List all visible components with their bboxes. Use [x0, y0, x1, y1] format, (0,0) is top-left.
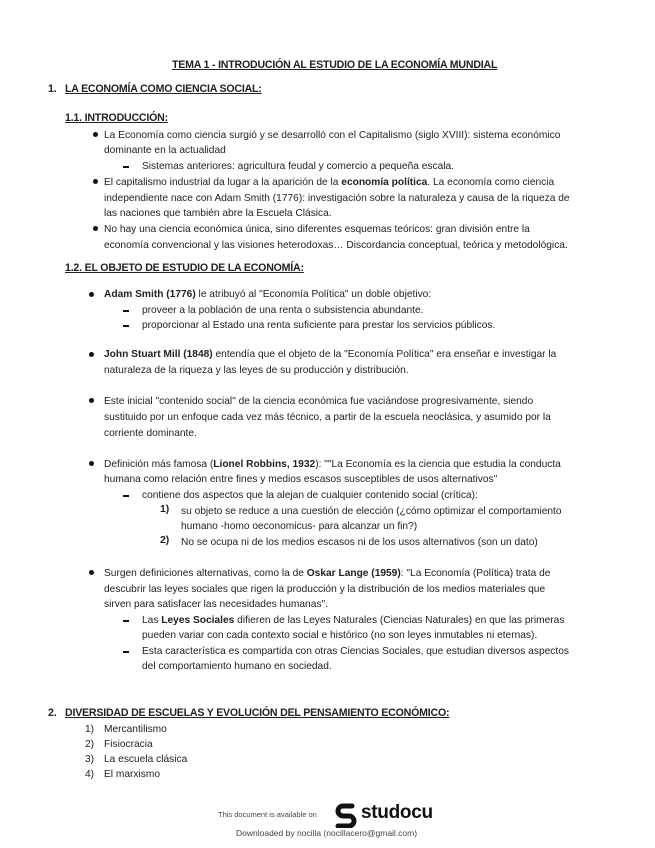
- smith-name: Adam Smith (1776): [104, 289, 196, 300]
- intro-bullet-1-line-1: La Economía como ciencia surgió y se desarrolló con el Capitalismo (siglo XVIII): sistema económico: [104, 130, 561, 141]
- list-item-number: 2): [85, 739, 95, 750]
- intro-bullet-2-line-3: las naciones que también abre la Escuela Clásica.: [104, 208, 332, 219]
- intro-bullet-2-line-1: El capitalismo industrial da lugar a la aparición de la economía política. La economía como ciencia: [104, 177, 555, 188]
- intro-bullet-3-line-1: No hay una ciencia económica única, sino diferentes esquemas teóricos: gran división entre la: [104, 224, 530, 235]
- studocu-brand-link[interactable]: studocu: [361, 802, 433, 823]
- bullet-icon: [93, 179, 98, 184]
- robbins-number-1: 1): [160, 504, 170, 515]
- dash-icon: [123, 325, 129, 327]
- bullet-icon: [93, 226, 98, 231]
- dash-icon: [123, 495, 129, 497]
- lange-dash-2-line-1: Esta característica es compartida con otras Ciencias Sociales, que estudian diversos aspectos: [142, 646, 569, 657]
- list-item: Mercantilismo: [104, 724, 167, 735]
- mill-line-2: naturaleza de la riqueza y las leyes de su producción y distribución.: [104, 365, 409, 376]
- lange-dash-1-line-2: pueden variar con cada contexto social e histórico (no son leyes inmutables ni eternas).: [142, 630, 538, 641]
- list-item-number: 4): [85, 769, 95, 780]
- bullet-icon: [89, 352, 94, 357]
- dash-icon: [123, 166, 129, 168]
- robbins-point-2: No se ocupa ni de los medios escasos ni de los usos alternativos (son un dato): [181, 537, 538, 548]
- section-2-number: 2.: [48, 707, 57, 719]
- subsection-1-2-heading: 1.2. EL OBJETO DE ESTUDIO DE LA ECONOMÍA:: [65, 262, 304, 274]
- robbins-number-2: 2): [160, 535, 170, 546]
- lange-dash-2-line-2: del comportamiento humano en sociedad.: [142, 661, 332, 672]
- intro-bullet-1-line-2: dominante en la actualidad: [104, 145, 226, 156]
- economia-politica-term: economía política: [341, 177, 428, 188]
- smith-dash-1: proveer a la población de una renta o subsistencia abundante.: [142, 305, 424, 316]
- intro-bullet-1-dash: Sistemas anteriores: agricultura feudal y comercio a pequeña escala.: [142, 161, 455, 172]
- section-1-heading: LA ECONOMÍA COMO CIENCIA SOCIAL:: [65, 83, 262, 95]
- lange-line-3: sirven para satisfacer las necesidades humanas".: [104, 599, 328, 610]
- list-item: Fisiocracia: [104, 739, 153, 750]
- section-2-heading: DIVERSIDAD DE ESCUELAS Y EVOLUCIÓN DEL PENSAMIENTO ECONÓMICO:: [65, 707, 450, 719]
- robbins-dash: contiene dos aspectos que la alejan de cualquier contenido social (crítica):: [142, 490, 478, 501]
- section-1-number: 1.: [48, 83, 57, 95]
- mill-name: John Stuart Mill (1848): [104, 349, 213, 360]
- lange-name: Oskar Lange (1959): [306, 568, 401, 579]
- initial-line-3: corriente dominante.: [104, 428, 197, 439]
- mill-line-1: John Stuart Mill (1848) entendía que el objeto de la "Economía Política" era enseñar e investigar la: [104, 349, 557, 360]
- dash-icon: [123, 310, 129, 312]
- list-item-number: 1): [85, 724, 95, 735]
- lange-line-2: descubrir las leyes sociales que rigen la producción y la distribución de los medios materiales que: [104, 584, 546, 595]
- footer-available-text: This document is available on: [218, 810, 317, 819]
- leyes-sociales-term: Leyes Sociales: [161, 615, 235, 626]
- smith-line: Adam Smith (1776) le atribuyó al "Economía Política" un doble objetivo:: [104, 289, 432, 300]
- dash-icon: [123, 620, 129, 622]
- list-item: El marxismo: [104, 769, 161, 780]
- smith-dash-2: proporcionar al Estado una renta suficiente para prestar los servicios públicos.: [142, 320, 496, 331]
- bullet-icon: [93, 132, 98, 137]
- robbins-line-2: humana como relación entre fines y medios escasos susceptibles de usos alternativos": [104, 474, 498, 485]
- robbins-point-1-line-2: humano -homo oeconomicus- para alcanzar un fin?): [181, 521, 418, 532]
- document-title: TEMA 1 - INTRODUCIÓN AL ESTUDIO DE LA ECONOMÍA MUNDIAL: [172, 59, 498, 71]
- dash-icon: [123, 651, 129, 653]
- list-item-number: 3): [85, 754, 95, 765]
- robbins-name: Lionel Robbins, 1932: [213, 459, 316, 470]
- bullet-icon: [89, 398, 94, 403]
- robbins-point-1-line-1: su objeto se reduce a una cuestión de elección (¿cómo optimizar el comportamiento: [181, 506, 562, 517]
- bullet-icon: [89, 461, 94, 466]
- initial-line-1: Este inicial "contenido social" de la ciencia económica fue vaciándose progresivamente, siendo: [104, 396, 534, 407]
- initial-line-2: sustituido por un enfoque cada vez más técnico, a partir de la escuela neoclásica, y asumido por la: [104, 412, 551, 423]
- intro-bullet-3-line-2: economía convencional y las visiones heterodoxas… Discordancia conceptual, teórica y metodológica.: [104, 240, 568, 251]
- lange-dash-1-line-1: Las Leyes Sociales difieren de las Leyes Naturales (Ciencias Naturales) en que las primeras: [142, 615, 565, 626]
- bullet-icon: [89, 570, 94, 575]
- subsection-1-1-heading: 1.1. INTRODUCCIÓN:: [65, 112, 168, 124]
- list-item: La escuela clásica: [104, 754, 188, 765]
- footer-downloaded-text: Downloaded by nocilla (nocillacero@gmail.com): [236, 828, 418, 838]
- studocu-logo-icon[interactable]: [334, 802, 358, 828]
- robbins-line-1: Definición más famosa (Lionel Robbins, 1932): ""La Economía es la ciencia que estudia la conducta: [104, 459, 561, 470]
- bullet-icon: [89, 292, 94, 297]
- lange-line-1: Surgen definiciones alternativas, como la de Oskar Lange (1959): "La Economía (Política) trata de: [104, 568, 551, 579]
- intro-bullet-2-line-2: independiente nace con Adam Smith (1776): investigación sobre la naturaleza y causa de la riqueza de: [104, 193, 570, 204]
